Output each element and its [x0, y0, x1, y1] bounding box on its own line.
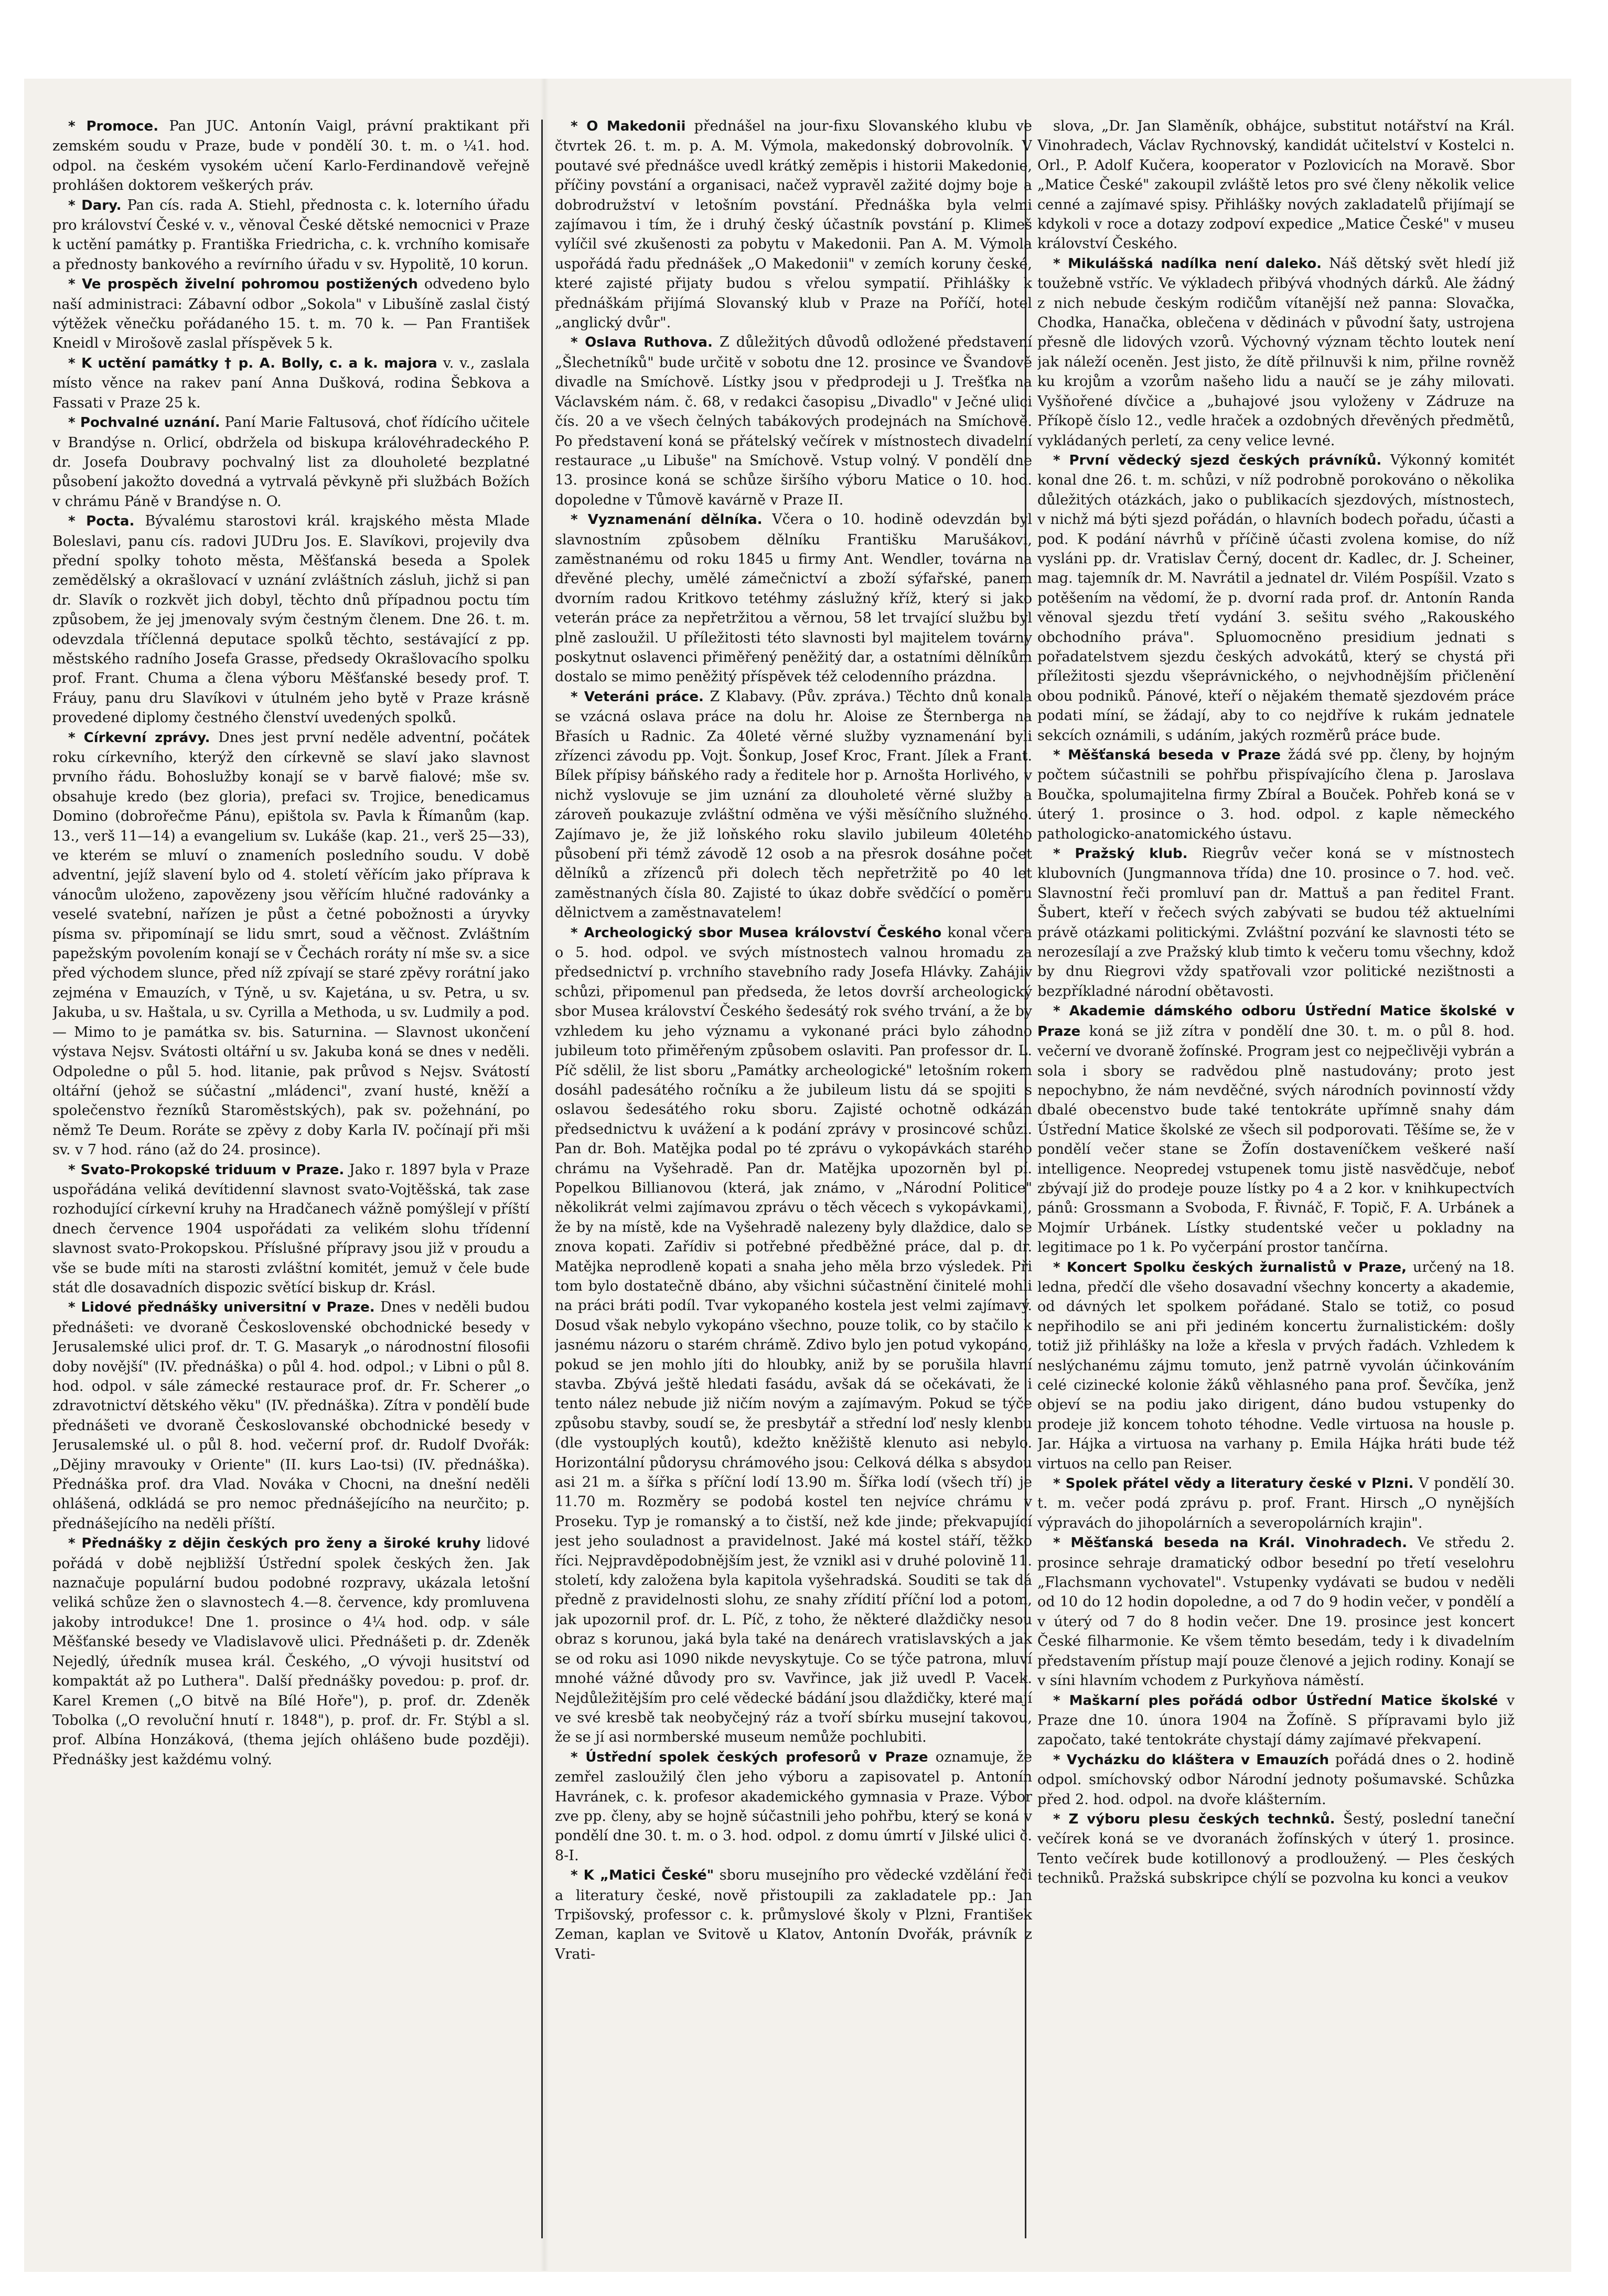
news-item-headline: * Dary. [68, 197, 122, 213]
news-item [1037, 1258, 1515, 1474]
news-item-body: Z Klabavy. (Pův. zpráva.) Těchto dnů konala se vzácná oslava práce na dolu hr. Aloise ze Šternberga na Břasích u Radnic. Za 40leté věrné služby vyznamenání byli zřízenci závodu pp. Vojt. Šonkup, Josef Kroc, Frant. Jílek a Frant. Bílek přípisy báňského rady a ředitele hor p. Arnošta Horlivého, v nichž vyslovuje se jim uznání za dlouholeté věrné služby a zároveň poukazuje zvláštní odměna ve výši měsíčního služného. Zajímavo je, že již loňského roku slavilo jubileum 40letého působení při témž závodě 12 osob a na přesrok dosáhne počet dělníků a zřízenců při dolech těch nepřetržitě po 40 let zaměstnaných čísla 80. Zajisté to úkaz dobře svědčící o poměru dělnictvem a zaměstnavatelem! [555, 688, 1032, 921]
column-rule [541, 120, 543, 2238]
news-item-body: Náš dětský svět hledí již toužebně vstříc. Ve výkladech přibývá vhodných dárků. Ale žádný z nich nebude českým rodičům vítanější než panna: Slovačka, Chodka, Hanačka, oblečena v dědinách v původní šaty, ustrojena přesně dle lidových vzorů. Výchovný význam těchto loutek není jak náleží oceněn. Jest jisto, že dítě přilnuvši k nim, přilne rovněž ku krojům a vzorům našeho lidu a naučí se je záhy milovati. Vyšňořené dívčice a „buhajové jsou vyloženy v Zádruze na Příkopě číslo 12., vedle hraček a ozdobných dřevěných předmětů, vykládaných perletí, za ceny velice levné. [1037, 255, 1515, 449]
news-item-body: Jako r. 1897 byla v Praze uspořádána veliká devítidenní slavnost svato-Vojtěšská, tak zase rozhodující církevní kruhy na Hradčanech vážně pomýšlejí v příští dnech července 1904 uspořádati za velikém slohu třídenní slavnost svato-Prokopskou. Příslušné přípravy jsou již v proudu a vše se bude míti na starosti zvláštní komitét, jemuž v čele bude stát dle dosavadních dispozic světící biskup dr. Krásl. [52, 1161, 530, 1296]
news-item-body: Pan JUC. Antonín Vaigl, právní praktikant při zemském soudu v Praze, bude v pondělí 30. t. m. o ¼1. hod. odpol. na českém vysokém učení Karlo-Ferdinandově veřejně prohlášen doktorem veškerých práv. [52, 118, 530, 194]
news-item-headline: * Vycházku do kláštera v Emauzích [1053, 1752, 1329, 1768]
news-item-headline: * Přednášky z dějin českých pro ženy a široké kruhy [68, 1536, 481, 1552]
news-item-headline: * K „Matici České" [571, 1868, 714, 1884]
news-item-body: sboru musejního pro vědecké vzdělání řeči a literatury české, nově přistoupili za zakladatele pp.: Jan Trpišovský, professor c. k. průmyslové školy v Plzni, František Zeman, kaplan ve Svitově u Klatov, Antonín Dvořák, právník z Vrati- [555, 1867, 1032, 1962]
news-item-body: Včera o 10. hodině odevzdán byl slavnostním způsobem dělníku Františku Marušákovi, zaměstnanému od roku 1845 u firmy Ant. Wendler, továrna na dřevěné plechy, umělé zámečnictví a zboží sýfařské, panem dvorním radou Kritkovo tetéhmy záslužný kříž, který si jako veterán práce za nepřetržitou a věrnou, 58 let trvající službu byl plně zasloužil. U příležitosti této slavnosti byl majitelem továrny poskytnut oslavenci přiměřený peněžitý dar, a ostatními dělníkům dostalo se mimo peněžitý příspěvek též celodenního prázdna. [555, 511, 1032, 685]
news-item-body: Pan cís. rada A. Stiehl, přednosta c. k. loterního úřadu pro království České v. v., věnoval České dětské nemocnici v Praze k uctění památky p. Františka Friedricha, c. k. vrchního komisaře a přednosty bankového a revírního úřadu v sv. Hypolitě, 10 korun. [52, 197, 530, 273]
news-item-headline: * Akademie dámského odboru Ústřední Matice školské v Praze [1037, 1003, 1515, 1039]
scan-margin-right [1571, 0, 1608, 2296]
news-item-headline: * Maškarní ples pořádá odbor Ústřední Matice školské [1053, 1692, 1498, 1709]
news-item-headline: * Lidové přednášky universitní v Praze. [68, 1300, 375, 1316]
news-item [52, 413, 530, 511]
news-item-headline: * Vyznamenání dělníka. [571, 512, 763, 528]
news-item-headline: * K uctění památky † p. A. Bolly, c. a k. majora [68, 355, 437, 371]
news-item [1037, 1691, 1515, 1750]
text-column-1 [52, 116, 530, 2246]
news-item [52, 1533, 530, 1769]
news-item [555, 510, 1032, 687]
news-item [52, 728, 530, 1160]
news-item-headline: * První vědecký sjezd českých právníků. [1053, 452, 1382, 468]
news-item-body: Ve středu 2. prosince sehraje dramatický odbor besední po třetí veselohru „Flachsmann vychovatel". Vstupenky vydávati se budou v neděli od 10 do 12 hodin dopoledne, a od 7 do 9 hodin večer, v pondělí a v úterý od 7 do 8 hodin večer. Dne 19. prosince jest koncert České filharmonie. Ke všem těmto besedám, tedy i k divadelním představením přístup mají pouze členové a jejich rodiny. Konají se v síni hlavním vchodem z Purkyňova náměstí. [1037, 1535, 1515, 1689]
news-item [1037, 1809, 1515, 1889]
news-item-body: v. v., zaslala místo věnce na rakev paní Anna Dušková, rodina Šebkova a Fassati v Praze 25 k. [52, 355, 530, 411]
news-item-body: Šestý, poslední taneční večírek koná se ve dvoranách žofínských v úterý 1. prosince. Tento večírek bude kotillonový a prodloužený. — Ples českých techniků. Pražská subskripce chýlí se pozvolna ku konci a veukov [1037, 1810, 1515, 1887]
news-item-body: V pondělí 30. t. m. večer podá zprávu p. prof. Frant. Hirsch „O nynějších výpravách do jihopolárních a severopolárních krajin". [1037, 1475, 1515, 1531]
news-item-body: určený na 18. ledna, předčí dle všeho dosavadní všechny koncerty a akademie, od dávných let spolkem pořádané. Stalo se totiž, co posud nepřihodilo se ani při jediném koncertu žurnalistickém: došly totiž již přihlášky na lože a křesla v prvých řadách. Vzhledem k neslýchanému zájmu tomuto, jenž patrně vyvolán účinkováním celé cizinecké kolonie žáků věhlasného pana prof. Ševčíka, jenž objeví se na podiu jako dirigent, dáno budou vstupenky do prodeje již koncem tohoto téhodne. Vedle virtuosa na housle p. Jar. Hájka a virtuosa na varhany p. Emila Hájka hráti bude též virtuos na cello pan Reiser. [1037, 1259, 1515, 1472]
news-item [52, 274, 530, 353]
news-item-body: pořádá dnes o 2. hodině odpol. smíchovský odbor Národní jednoty pošumavské. Schůzka před 2. hod. odpol. na dvoře klášterním. [1037, 1751, 1515, 1808]
news-item [52, 116, 530, 196]
news-item-headline: * Pražský klub. [1053, 846, 1188, 862]
news-item-headline: * Svato-Prokopské triduum v Praze. [68, 1162, 345, 1178]
news-item-headline: * Měšťanská beseda na Král. Vinohradech. [1053, 1535, 1408, 1551]
scan-margin-bottom [0, 2272, 1608, 2296]
news-item-body: Výkonný komitét konal dne 26. t. m. schůzi, v níž podrobně porokováno o několika důležitých otázkách, jako o publikacích sjezdových, místnostech, v nichž má býti sjezd pořádán, o hlavních bodech pořadu, účasti a pod. K podání návrhů v příčině účasti zvolena komise, do níž vysláni pp. dr. Vratislav Černý, docent dr. Kadlec, dr. J. Scheiner, mag. tajemník dr. M. Navrátil a jednatel dr. Vilém Pospíšil. Vzato s potěšením na vědomí, že p. dvorní rada prof. dr. Antonín Randa věnoval sjezdu třetí vydání 3. sešitu svého „Rakouského obchodního práva". Spluomocněno presidium jednati s pořadatelstvem sjezdu českých advokátů, který se chystá při příležitosti sjezdu všeprávnického, o nejvhodnějším přičlenění obou podniků. Pánové, kteří o nějakém thematě sjezdovém práce podati míní, se žádají, aby to co nejdříve k rukám jednatele sekcích oznámili, s udáním, jakých rozměrů práce bude. [1037, 452, 1515, 744]
news-item [555, 1865, 1032, 1964]
news-item-body: Riegrův večer koná se v místnostech klubovních (Jungmannova třída) dne 10. prosince o 7. hod. več. Slavnostní řeči promluví pan dr. Mattuš a pan ředitel Frant. Šubert, kteří v řečech svých zabývati se budou též aktuelními právě otázkami politickými. Zvláštní pozvání ke slavnosti této se nerozesílají a zve Pražský klub timto k večeru tomu všechny, kdož by dnu Riegrovi vždy spatřovali vzor politické nezištnosti a bezpříkladné národní obětavosti. [1037, 845, 1515, 1000]
news-item [555, 1747, 1032, 1865]
news-item [1037, 745, 1515, 844]
news-item [1037, 844, 1515, 1001]
news-item-headline: * Ústřední spolek českých profesorů v Praze [571, 1749, 928, 1765]
news-item [1037, 1001, 1515, 1257]
news-item-body: Bývalému starostovi král. krajského města Mlade Boleslavi, panu cís. radovi JUDru Jos. E. Slavíkovi, projevily dva přední spolky tohoto města, Měšťanská beseda a Spolek zemědělský a okrašlovací v uznání zvláštních zásluh, jichž si pan dr. Slavík o rozkvět jich dobyl, těchto dnů případnou poctu tím způsobem, že jej jmenovaly svým čestným členem. Dne 26. t. m. odevzdala tříčlenná deputace spolků těchto, sestávající z pp. městského radního Josefa Grasse, předsedy Okrašlovacího spolku prof. Frant. Chuma a člena výboru Měšťanské besedy prof. T. Fráuy, panu dru Slavíkovi v útulném jeho bytě v Praze krásně provedené diplomy čestného členství uvedených spolků. [52, 513, 530, 726]
news-item [52, 196, 530, 275]
news-item-body: oznamuje, že zemřel zasloužilý člen jeho výboru a zapisovatel p. Antonín Havránek, c. k. profesor akademického gymnasia v Praze. Výbor zve pp. členy, aby se hojně súčastnili jeho pohřbu, který se koná v pondělí dne 30. t. m. o 3. hod. odpol. z domu úmrtí v Jilské ulici č. 8-I. [555, 1748, 1032, 1864]
news-item-headline: * Oslava Ruthova. [571, 335, 713, 351]
news-item [52, 1297, 530, 1533]
news-item [555, 332, 1032, 510]
news-item-headline: * Pocta. [68, 513, 135, 530]
news-item-headline: * Měšťanská beseda v Praze [1053, 747, 1281, 763]
news-item-body: Z důležitých důvodů odložené představení „Šlechetníků" bude určitě v sobotu dne 12. prosince ve Švandově divadle na Smíchově. Lístky jsou v předprodeji u J. Trešťka na Václavském nám. č. 68, v redakci časopisu „Divadlo" v Ječné ulici čís. 20 a ve všech čelných tabákových prodejnách na Smíchově. Po představení koná se přátelský večírek v místnostech divadelní restaurace „u Libuše" na Smíchově. Vstup volný. V pondělí dne 13. prosince koná se schůze širšího výboru Matice o 10. hod. dopoledne v Tůmově kavárně v Praze II. [555, 334, 1032, 508]
news-item-body: v Praze dne 10. února 1904 na Žofíně. S přípravami bylo již započato, také tentokráte chystají dámy zajímavé překvapení. [1037, 1692, 1515, 1748]
news-item-body: odvedeno bylo naší administraci: Zábavní odbor „Sokola" v Libušíně zaslal čistý výtěžek věnečku pořádaného 15. t. m. 70 k. — Pan František Kneidl v Mirošově zaslal příspěvek 5 k. [52, 276, 530, 352]
news-item-headline: * O Makedonii [571, 119, 686, 134]
text-column-3 [1037, 116, 1515, 2246]
news-item-headline: * Promoce. [68, 119, 159, 134]
news-item-body: přednášel na jour-fixu Slovanského klubu ve čtvrtek 26. t. m. p. A. M. Výmola, makedonský dobrovolník. V poutavé své přednášce uvedl krátký zeměpis i historii Makedonie, příčiny povstání a organisaci, načež vypravěl zažité dojmy boje a dobrodružství v letošním povstání. Přednáška byla velmi zajímavou i tím, že i druhý český účastník povstání p. Klimeš vylíčil své zkušenosti za pobytu v Makedonii. Pan A. M. Výmola uspořádá řadu přednášek „O Makedonii" v zemích koruny české, které zajisté přijaty budou s vřelou sympatií. Přihlášky k přednáškám přijímá Slovanský klub v Praze na Poříčí, hotel „anglický dvůr". [555, 118, 1032, 331]
news-item [1037, 116, 1515, 254]
news-item-headline: * Církevní zprávy. [68, 729, 210, 746]
news-item [1037, 1474, 1515, 1533]
news-item-headline: * Ve prospěch živelní pohromou postižených [68, 276, 418, 293]
news-item-headline: * Mikulášská nadílka není daleko. [1053, 255, 1322, 272]
text-column-2 [555, 116, 1032, 2246]
news-item-headline: * Z výboru plesu českých technků. [1053, 1811, 1335, 1827]
news-item [1037, 450, 1515, 745]
scan-margin-top [0, 0, 1608, 79]
news-item [52, 511, 530, 727]
news-item-body: Paní Marie Faltusová, choť řídícího učitele v Brandýse n. Orlicí, obdržela od biskupa královéhradeckého P. dr. Josefa Doubravy pochvalný list za dlouholeté bezplatné působení jakožto dovedná a vytrvalá pěvkyně při službách Božích v chrámu Páně v Brandýse n. O. [52, 414, 530, 510]
scan-margin-left [0, 0, 24, 2296]
news-item [555, 923, 1032, 1747]
news-item-headline: * Veteráni práce. [571, 689, 704, 705]
news-item-headline: * Spolek přátel vědy a literatury české v Plzni. [1053, 1476, 1414, 1492]
news-item-body: slova, „Dr. Jan Slaměník, obhájce, substitut notářství na Král. Vinohradech, Václav Rychnovský, kandidát učitelství v Kostelci n. Orl., P. Adolf Kučera, kooperator v Pozlovicích na Moravě. Sbor „Matice České" zakoupil zvláště letos pro své členy několik velice cenné a zajímavé spisy. Přihlášky nových zakladatelů přijímají se kdykoli v roce a dotazy zodpoví expedice „Matice České" v museu království Českého. [1037, 118, 1515, 252]
news-item-body: lidové pořádá v době nejbližší Ústřední spolek českých žen. Jak naznačuje populární budou podobné rozpravy, ukázala letošní veliká schůze žen o slavnostech 4.—8. července, kdy promluvena jakoby introdukce! Dne 1. prosince o 4¼ hod. odp. v sále Měšťanské besedy ve Vladislavově ulici. Přednášeti p. dr. Zdeněk Nejedlý, úředník musea král. Českého, „O vývoji husitství od kompaktát až po Luthera". Další přednášky povedou: p. prof. dr. Karel Kremen („O bitvě na Bílé Hoře"), p. prof. dr. Zdeněk Tobolka („O revoluční hnutí r. 1848"), p. prof. dr. Fr. Stýbl a sl. prof. Albína Honzáková, (thema jejích ohlášeno bude později). Přednášky jest každému volný. [52, 1535, 530, 1768]
news-item-headline: * Archeologický sbor Musea království Českého [571, 925, 942, 941]
news-item-headline: * Pochvalné uznání. [68, 415, 220, 431]
news-item-body: konal včera o 5. hod. odpol. ve svých místnostech valnou hromadu za předsednictví p. vrchního stavebního rady Josefa Hlávky. Zahájiv schůzi, připomenul pan předseda, že letos dovrší archeologický sbor Musea království Českého šedesátý rok svého trvání, a že by vzhledem ku jeho významu a vykonané práci bylo záhodno jubileum toto přiměřeným způsobem oslaviti. Pan professor dr. L. Píč sdělil, že list sboru „Památky archeologické" letošním rokem dosáhl padesátého ročníku a že jubileum listu dá se spojiti s oslavou šedesátého roku sboru. Zajisté ochotně odkázán předsednictvu k uvážení a k podání zprávy v prosincové schůzi. Pan dr. Boh. Matějka podal po té zprávu o vykopávkách starého chrámu na Vyšehradě. Pan dr. Matějka upozorněn byl pí. Popelkou Billianovou (která, jak známo, v „Národní Politice" několikrát velmi zajímavou zprávu o těch věcech s vykopávkami), že by na místě, kde na Vyšehradě nalezeny byly dlaždice, dalo se znova kopati. Zařídiv si potřebné předběžné práce, dal p. dr. Matějka neprodleně kopati a snaha jeho měla brzo výsledek. Při tom bylo dostatečně dbáno, aby všichni súčastnění činitelé mohli na práci bráti podíl. Tvar vykopaného kostela jest velmi zajímavý. Dosud však nebylo vykopáno všechno, pouze tolik, co by stačilo k jasnému názoru o starém chrámě. Zdivo bylo jen potud vykopáno, pokud se jen mohlo jíti do hloubky, aniž by se porušila hlavní stavba. Zbývá ještě hledati fasádu, avšak dá se očekávati, že i tento nález nebude již ničím novým a zajímavým. Pokud se týče způsobu stavby, soudí se, že presbytář a střední loď nesly klenbu (dle vystouplých koutů), kdežto kněžiště klenuto asi nebylo. Horizontální půdorysu chrámového jsou: Celková délka s absydou asi 21 m. a šířka s příční lodí 13.90 m. Šířka lodí (všech tří) je 11.70 m. Rozměry se podobá kostel ten nejvíce chrámu v Proseku. Typ je romanský a to čistší, než kde jinde; překvapující jest jeho souladnost a pravidelnost. Jaké má kostel stáří, těžko říci. Nejpravděpodobnějším jest, že vznikl asi v druhé polovině 11. století, kdy založena byla kapitola vyšehradská. Souditi se tak dá předně z pravidelnosti slohu, ze snahy zřídití příční lod a potom, jak upozornil prof. dr. L. Píč, z toho, že některé dlaždičky nesou obraz s korunou, jaká byla také na denárech vratislavských a jak se od roku asi 1090 nikde nevyskytuje. Co se týče patrona, mluví mnohé vážné důvody pro sv. Vavřince, jak již uvedl P. Vacek. Nejdůležitějším pro celé vědecké bádání jsou dlaždičky, které mají ve své kresbě tak neobyčejný ráz a tvoří sbírku musejní takovou, že se jí asi normberské museum nemůže pochlubiti. [555, 924, 1032, 1746]
news-item [1037, 254, 1515, 450]
news-item-body: koná se již zítra v pondělí dne 30. t. m. o půl 8. hod. večerní ve dvoraně žofínské. Program jest co nejpečlivěji vybrán a sola i sbory se radvědou plně nastudovány; proto jest nepochybno, že nám nevděčné, svých národních povinností vždy dbalé obecenstvo bude také tentokráte upřímně snahy dám Ústřední Matice školské ze všech sil podporovati. Těšíme se, že v pondělí večer stane se Žofín dostaveníčkem veškeré naší intelligence. Neopredej vstupenek tomu jistě nasvědčuje, neboť zbývají již do prodeje pouze lístky po 4 a 2 kor. v knihkupectvích pánů: Grossmann a Svoboda, F. Řivnáč, F. Topič, F. A. Urbánek a Mojmír Urbánek. Lístky studentské večer u pokladny na legitimace po 1 k. Po vyčerpání prostor tančírna. [1037, 1023, 1515, 1256]
news-item [555, 687, 1032, 923]
news-item-body: žádá své pp. členy, by hojným počtem súčastnili se pohřbu přispívajícího člena p. Jaroslava Boučka, spolumajitelna firmy Zbíral a Bouček. Pohřeb koná se v úterý 1. prosince o 3. hod. odpol. z kaple německého pathologicko-anatomického ústavu. [1037, 747, 1515, 842]
news-item-body: Dnes v neděli budou přednášeti: ve dvoraně Československé obchodnické besedy v Jerusalemské ulici prof. dr. T. G. Masaryk „o národnostní filosofii doby novější" (IV. přednáška) o půl 4. hod. odpol.; v Libni o půl 8. hod. odpol. v sále zámecké restaurace prof. dr. Fr. Scherer „o zdravotnictví dětského věku" (IV. přednáška). Zítra v pondělí bude přednášeti ve dvoraně Českoslovanské obchodnické besedy v Jerusalemské ul. o půl 8. hod. večerní prof. dr. Rudolf Dvořák: „Dějiny mravouky v Oriente" (II. kurs Lao-tsi) (IV. přednáška). Přednáška prof. dra Vlad. Nováka v Chocni, na dnešní neděli ohlášená, odkládá se pro nemoc přednášejícího na neurčito; p. přednášejícího na neděli příští. [52, 1299, 530, 1532]
news-item [52, 1160, 530, 1298]
news-item-body: Dnes jest první neděle adventní, počátek roku církevního, kterýž den církevně se slaví jako slavnost prvního řádu. Bohoslužby konají se v barvě fialové; mše sv. obsahuje kredo (bez gloria), prefaci sv. Trojice, benedicamus Domino (dobrořečme Pánu), epištola sv. Pavla k Římanům (kap. 13., verš 11—14) a evangelium sv. Lukáše (kap. 21., verš 25—33), ve kterém se mluví o znameních posledního soudu. V době adventní, jejíž slavení bylo od 4. století věřícím jako příprava k vánocům uloženo, zapovězeny jsou věřícím hlučné radovánky a veselé svatební, nařízen je půst a četné pobožnosti a úryvky písma sv. připomínají se lidu smrt, soud a věčnost. Zvláštním papežským povolením konají se v Čechách roráty ní mše sv. a sice před východem slunce, před níž zpívají se staré zpěvy rorátní jako zejména v Emauzích, v Týně, u sv. Kajetána, u sv. Petra, u sv. Jakuba, u sv. Haštala, u sv. Cyrilla a Methoda, u sv. Ludmily a pod. — Mimo to je památka sv. bis. Saturnina. — Slavnost ukončení výstava Nejsv. Svátosti oltářní u sv. Jakuba koná se dnes v neděli. Odpoledne o půl 5. hod. litanie, pak průvod s Nejsv. Svátostí oltářní (jehož se súčastní „mládenci", zvaní husté, kněží a společenstvo řezníků Staroměstských), pak sv. požehnání, po němž Te Deum. Roráte se zpěvy z doby Karla IV. počínají při mši sv. v 7 hod. ráno (až do 24. prosince). [52, 729, 530, 1158]
news-item [555, 116, 1032, 332]
news-item [1037, 1750, 1515, 1809]
news-item-headline: * Koncert Spolku českých žurnalistů v Praze, [1053, 1259, 1407, 1275]
news-item [52, 353, 530, 413]
news-item [1037, 1533, 1515, 1690]
